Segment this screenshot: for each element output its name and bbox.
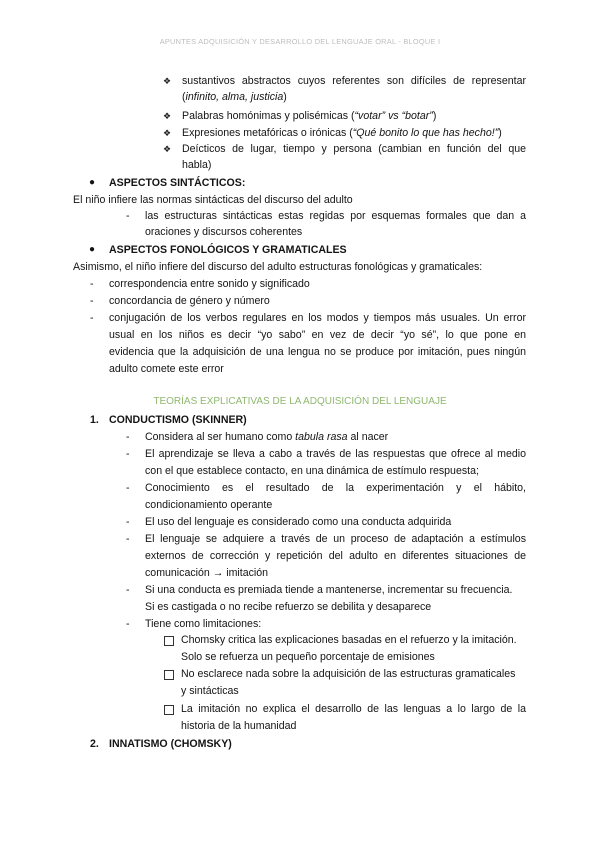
section-title: TEORÍAS EXPLICATIVAS DE LA ADQUISICIÓN DEL LENGUAJE: [153, 396, 447, 407]
list-item: Si una conducta es premiada tiende a mantenerse, incrementar su frecuencia.: [145, 584, 513, 596]
list-item: Expresiones metafóricas o irónicas (“Qué bonito lo que has hecho!”): [182, 127, 502, 139]
checklist-item-continuation: historia de la humanidad: [181, 720, 297, 732]
checklist-item: Chomsky critica las explicaciones basadas en el refuerzo y la imitación.: [181, 634, 517, 646]
list-item: Tiene como limitaciones:: [145, 618, 262, 630]
checkbox-icon: [164, 670, 174, 680]
dash-bullet-icon: -: [126, 584, 130, 596]
list-item: sustantivos abstractos cuyos referentes son difíciles de representar: [182, 75, 526, 87]
checklist-item-continuation: Solo se refuerza un pequeño porcentaje de emisiones: [181, 651, 435, 663]
dash-bullet-icon: -: [126, 533, 130, 545]
dash-bullet-icon: -: [126, 482, 130, 494]
dash-bullet-icon: -: [126, 210, 130, 222]
list-item: Conocimiento es el resultado de la experimentación y el hábito,: [145, 482, 526, 494]
diamond-bullet-icon: ❖: [163, 144, 172, 154]
list-item: concordancia de género y número: [109, 295, 270, 307]
list-item-continuation: evidencia que la adquisición de una lengua no se produce por imitación, pues ningún: [109, 346, 526, 358]
list-item-continuation: oraciones y discursos coherentes: [145, 226, 303, 238]
paragraph: Asimismo, el niño infiere del discurso del adulto estructuras fonológicas y gramaticales:: [73, 261, 483, 273]
list-item: Palabras homónimas y polisémicas (“votar” vs “botar”): [182, 110, 437, 122]
list-item: las estructuras sintácticas estas regidas por esquemas formales que dan a: [145, 210, 526, 222]
paragraph: El niño infiere las normas sintácticas del discurso del adulto: [73, 194, 353, 206]
checklist-item-continuation: y sintácticas: [181, 685, 239, 697]
dash-bullet-icon: -: [90, 295, 94, 307]
dash-bullet-icon: -: [126, 448, 130, 460]
bullet-icon: ●: [89, 177, 96, 188]
dash-bullet-icon: -: [90, 278, 94, 290]
heading-number: 1.: [90, 414, 99, 426]
list-item-continuation: externos de corrección y repetición del adulto en diferentes situaciones de: [145, 550, 526, 562]
list-item-continuation: adulto comete este error: [109, 363, 224, 375]
list-item-continuation: con el que establece contacto, en una dinámica de estímulo respuesta;: [145, 465, 479, 477]
arrow-icon: →: [212, 567, 224, 579]
list-item: El uso del lenguaje es considerado como una conducta adquirida: [145, 516, 452, 528]
page-header: APUNTES ADQUISICIÓN Y DESARROLLO DEL LENGUAJE ORAL - BLOQUE I: [159, 37, 441, 46]
list-item-continuation: habla): [182, 159, 212, 171]
list-item-continuation: usual en los niños es decir “yo sabo” en vez de decir “yo sé”, lo que pone en: [109, 329, 526, 341]
checklist-item: No esclarece nada sobre la adquisición de las estructuras gramaticales: [181, 668, 516, 680]
checkbox-icon: [164, 636, 174, 646]
list-item: correspondencia entre sonido y significado: [109, 278, 310, 290]
dash-bullet-icon: -: [126, 516, 130, 528]
bullet-icon: ●: [89, 244, 96, 255]
list-item: El lenguaje se adquiere a través de un proceso de adaptación a estímulos: [145, 533, 526, 545]
checklist-item: La imitación no explica el desarrollo de las lenguas a lo largo de la: [181, 703, 526, 715]
dash-bullet-icon: -: [90, 312, 94, 324]
list-item-continuation: comunicación → imitación: [145, 567, 269, 579]
section-heading: ASPECTOS FONOLÓGICOS Y GRAMATICALES: [109, 244, 347, 256]
list-item-continuation: condicionamiento operante: [145, 499, 273, 511]
section-heading: ASPECTOS SINTÁCTICOS:: [109, 177, 246, 189]
dash-bullet-icon: -: [126, 431, 130, 443]
list-item: Deícticos de lugar, tiempo y persona (cambian en función del que: [182, 143, 526, 155]
list-item: El aprendizaje se lleva a cabo a través de las respuestas que ofrece al medio: [145, 448, 526, 460]
heading-number: 2.: [90, 738, 99, 750]
theory-heading: CONDUCTISMO (SKINNER): [109, 414, 247, 426]
checkbox-icon: [164, 705, 174, 715]
diamond-bullet-icon: ❖: [163, 128, 172, 138]
dash-bullet-icon: -: [126, 618, 130, 630]
diamond-bullet-icon: ❖: [163, 111, 172, 121]
list-item: Considera al ser humano como tabula rasa al nacer: [145, 431, 389, 443]
diamond-bullet-icon: ❖: [163, 76, 172, 86]
list-item-continuation: Si es castigada o no recibe refuerzo se debilita y desaparece: [145, 601, 432, 613]
theory-heading: INNATISMO (CHOMSKY): [109, 738, 232, 750]
list-item: conjugación de los verbos regulares en los modos y tiempos más usuales. Un error: [109, 312, 526, 324]
list-item-continuation: (infinito, alma, justicia): [182, 91, 287, 103]
